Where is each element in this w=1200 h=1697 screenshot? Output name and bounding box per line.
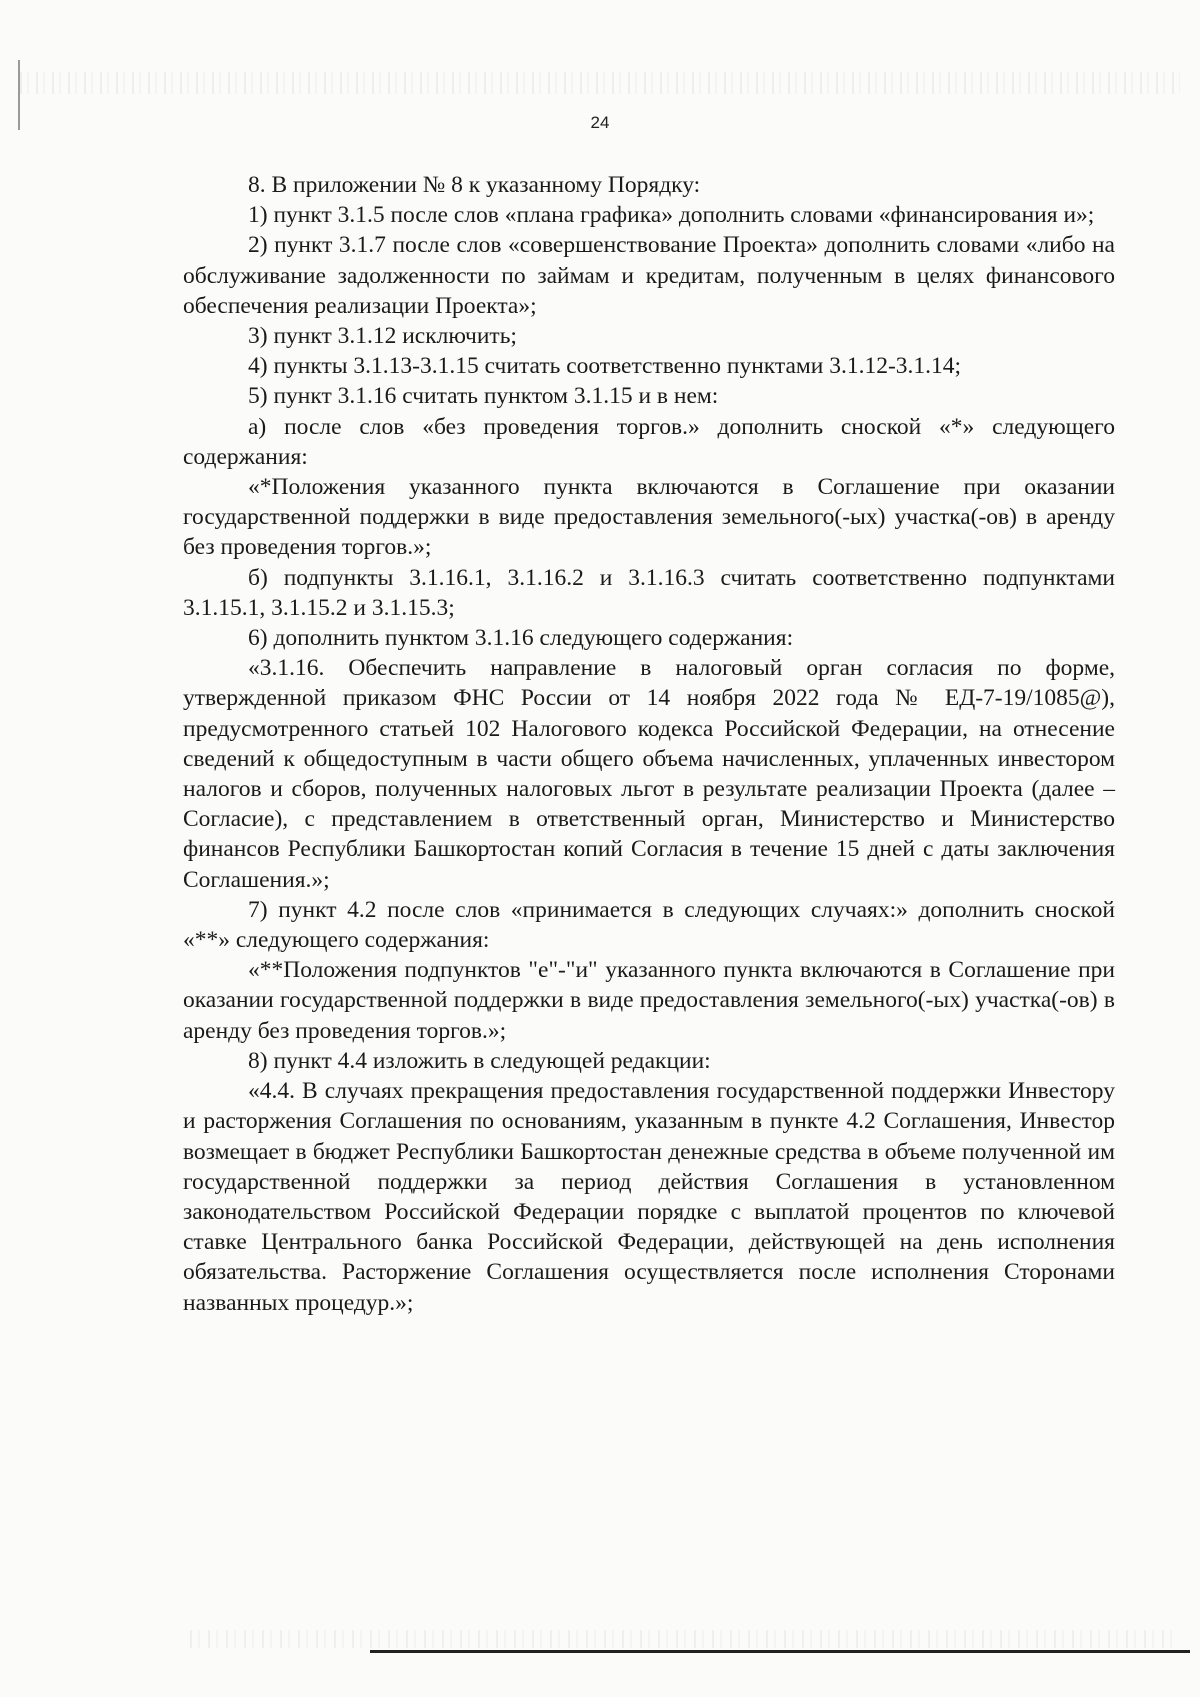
paragraph: б) подпункты 3.1.16.1, 3.1.16.2 и 3.1.16.3 считать соответственно подпунктами 3.1.15.1, 3.1.15.2 и 3.1.15.3; <box>183 564 1115 621</box>
paragraph: 5) пункт 3.1.16 считать пунктом 3.1.15 и в нем: <box>248 383 719 410</box>
paragraph: 6) дополнить пунктом 3.1.16 следующего содержания: <box>248 625 794 652</box>
paragraph: 2) пункт 3.1.7 после слов «совершенствование Проекта» дополнить словами «либо на обслуживание задолженности по займам и кредитам, полученным в целях финансового обеспечения реализации Проекта»; <box>183 232 1115 319</box>
paragraph: 8. В приложении № 8 к указанному Порядку: <box>248 172 701 198</box>
paragraph: «**Положения подпунктов "е"-"и" указанного пункта включаются в Соглашение при оказании государственной поддержки в виде предоставления земельного(-ых) участка(-ов) в аренду без проведения торгов.»; <box>183 957 1115 1044</box>
paragraph: «4.4. В случаях прекращения предоставления государственной поддержки Инвестору и расторжения Соглашения по основаниям, указанным в пункте 4.2 Соглашения, Инвестор возмещает в бюджет Республики Башкортостан денежные средства в объеме полученной им государственной поддержки за период действия Соглашения в установленном законодательством Российской Федерации порядке с выплатой процентов по ключевой ставке Центрального банка Российской Федерации, действующей на день исполнения обязательства. Расторжение Соглашения осуществляется после исполнения Сторонами названных процедур.»; <box>183 1078 1115 1316</box>
paragraph: «*Положения указанного пункта включаются в Соглашение при оказании государственной поддержки в виде предоставления земельного(-ых) участка(-ов) в аренду без проведения торгов.»; <box>183 474 1115 561</box>
paragraph: 4) пункты 3.1.13-3.1.15 считать соответственно пунктами 3.1.12-3.1.14; <box>248 353 962 380</box>
scan-noise-top <box>20 72 1180 94</box>
paragraph: 3) пункт 3.1.12 исключить; <box>248 323 517 350</box>
scan-noise-bottom <box>190 1630 1180 1648</box>
bottom-rule <box>370 1650 1190 1653</box>
paragraph: 1) пункт 3.1.5 после слов «плана графика» дополнить словами «финансирования и»; <box>248 202 1095 229</box>
paragraph: 8) пункт 4.4 изложить в следующей редакции: <box>248 1047 711 1074</box>
page-number: 24 <box>590 113 610 132</box>
paragraph: 7) пункт 4.2 после слов «принимается в следующих случаях:» дополнить сноской «**» следующего содержания: <box>183 896 1115 954</box>
paragraph: «3.1.16. Обеспечить направление в налоговый орган согласия по форме, утвержденной приказом ФНС России от 14 ноября 2022 года № ЕД-7-19/1085@), предусмотренного статьей 102 Налогового кодекса Российской Федерации, на отнесение сведений к общедоступным в части общего объема начисленных, уплаченных инвестором налогов и сборов, полученных налоговых льгот в результате реализации Проекта (далее – Согласие), с представлением в ответственный орган, Министерство и Министерство финансов Республики Башкортостан копий Согласия в течение 15 дней с даты заключения Соглашения.»; <box>183 655 1115 893</box>
document-body <box>183 170 1115 1318</box>
paragraph: а) после слов «без проведения торгов.» дополнить сноской «*» следующего содержания: <box>183 413 1115 470</box>
